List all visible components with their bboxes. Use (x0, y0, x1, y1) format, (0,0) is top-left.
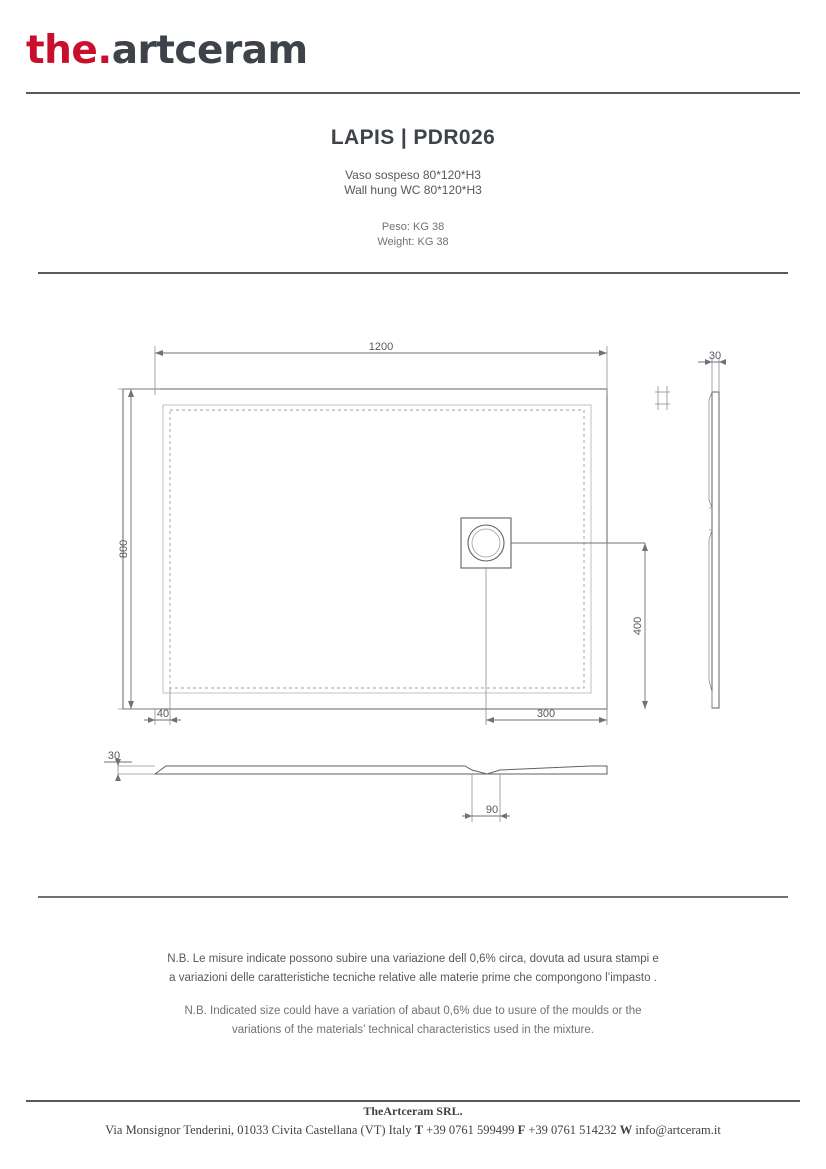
weight-english: Weight: KG 38 (377, 236, 449, 248)
product-weight (0, 220, 826, 250)
footer-fax: +39 0761 514232 (528, 1123, 617, 1137)
drawing-svg (0, 300, 826, 860)
dim-label-section-drain: 90 (485, 804, 499, 816)
footer-phone: +39 0761 599499 (426, 1123, 515, 1137)
subtitle-italian: Vaso sospeso 80*120*H3 (345, 168, 481, 182)
footer-company-name: TheArtceram SRL. (363, 1104, 463, 1118)
footer-street: Via Monsignor Tenderini, 01033 Civita Castellana (VT) Italy (105, 1123, 412, 1137)
notes-section (0, 950, 826, 1054)
note-it-line1: N.B. Le misure indicate possono subire una variazione dell 0,6% circa, dovuta ad usura stampi e (167, 953, 659, 965)
note-it-line2: a variazioni delle caratteristiche tecniche relative alle materie prime che compongono l’impasto . (169, 972, 657, 984)
title-divider (38, 272, 788, 274)
dim-label-side-top: 30 (708, 350, 722, 362)
logo-dot: . (97, 28, 112, 73)
weight-italian: Peso: KG 38 (381, 221, 445, 233)
logo-text-the: the (26, 28, 98, 73)
dim-label-section-height: 30 (107, 750, 121, 762)
footer-divider (26, 1100, 800, 1102)
dim-label-height: 800 (118, 539, 130, 559)
page-title: LAPIS | PDR026 (330, 126, 496, 149)
notes-divider (38, 896, 788, 898)
note-en-line1: N.B. Indicated size could have a variation of abaut 0,6% due to usure of the moulds or the (184, 1005, 642, 1017)
technical-drawing (0, 300, 826, 860)
dim-label-edge: 40 (156, 708, 170, 720)
dim-label-drain-horizontal: 300 (536, 708, 556, 720)
footer-label-phone: T (414, 1123, 424, 1137)
header-divider (26, 92, 800, 94)
footer-email: info@artceram.it (635, 1123, 721, 1137)
dim-label-drain-vertical: 400 (632, 616, 644, 636)
product-subtitle (0, 168, 826, 198)
footer-label-fax: F (517, 1123, 526, 1137)
note-en-line2: variations of the materials’ technical characteristics used in the mixture. (232, 1024, 594, 1036)
brand-logo (26, 28, 308, 73)
logo-text-artceram: artceram (111, 28, 308, 73)
footer-address (0, 1123, 826, 1138)
note-italian (0, 950, 826, 988)
subtitle-english: Wall hung WC 80*120*H3 (344, 183, 482, 197)
dim-label-width: 1200 (368, 341, 394, 353)
note-english (0, 1002, 826, 1040)
footer-label-web: W (619, 1123, 633, 1137)
